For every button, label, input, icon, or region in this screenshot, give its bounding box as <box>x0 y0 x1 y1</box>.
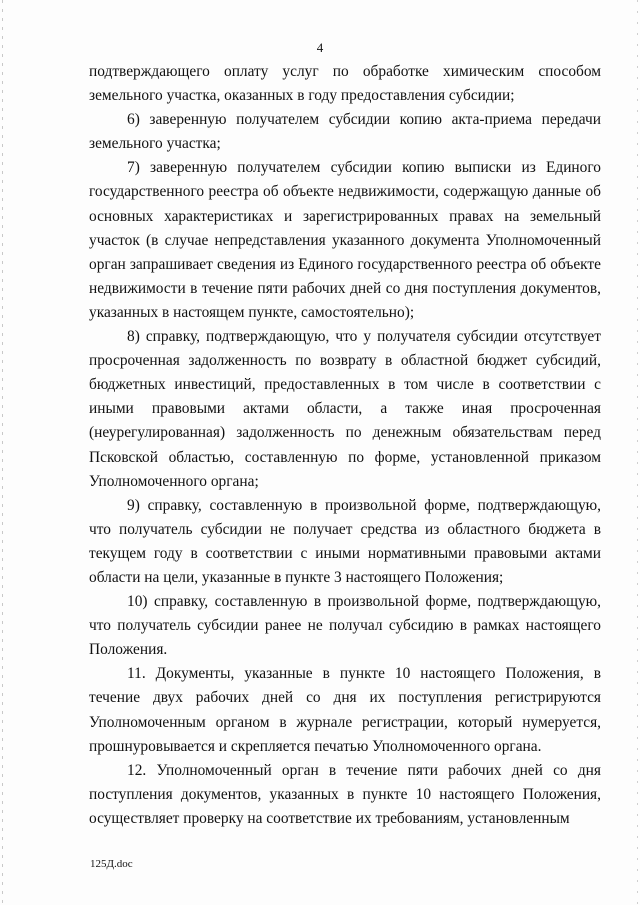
paragraph-item-9: 9) справку, составленную в произвольной форме, подтверждающую, что получатель субсидии не получает средства из областного бюджета в текущем году в соответствии с иными нормативными правовыми актами области на цели, указанные в пункте 3 настоящего Положения; <box>89 496 601 586</box>
paragraph-item-6: 6) заверенную получателем субсидии копию акта-приема передачи земельного участка; <box>89 111 601 153</box>
paragraph-item-7: 7) заверенную получателем субсидии копию выписки из Единого государственного реестра об объекте недвижимости, содержащую данные об основных характеристиках и зарегистрированных правах на земельный участок (в случае непредставления указанного документа Уполномоченный орган запрашивает сведения из Единого государственного реестра об объекте недвижимости в течение пяти рабочих дней со дня поступления документов, указанных в настоящем пункте, самостоятельно); <box>89 159 601 321</box>
scan-edge-left <box>2 0 3 905</box>
paragraph-item-10: 10) справку, составленную в произвольной форме, подтверждающую, что получатель субсидии ранее не получал субсидию в рамках настоящего Положения. <box>89 593 601 659</box>
paragraph-clause-12: 12. Уполномоченный орган в течение пяти рабочих дней со дня поступления документов, указанных в пункте 10 настоящего Положения, осуществляет проверку на соответствие их требованиям, установленным <box>89 761 601 827</box>
page-number: 4 <box>316 40 324 55</box>
file-name-footer: 125Д.doc <box>90 858 133 870</box>
paragraph-clause-11: 11. Документы, указанные в пункте 10 настоящего Положения, в течение двух рабочих дней со дня их поступления регистрируются Уполномоченным органом в журнале регистрации, который нумеруется, прошнуровывается и скрепляется печатью Уполномоченного органа. <box>89 665 601 755</box>
document-body <box>89 60 601 831</box>
paragraph-continuation: подтверждающего оплату услуг по обработке химическим способом земельного участка, оказанных в году предоставления субсидии; <box>89 63 601 105</box>
paragraph-item-8: 8) справку, подтверждающую, что у получателя субсидии отсутствует просроченная задолженность по возврату в областной бюджет субсидий, бюджетных инвестиций, предоставленных в том числе в соответствии с иными правовыми актами области, а также иная просроченная (неурегулированная) задолженность по денежным обязательствам перед Псковской областью, составленную по форме, установленной приказом Уполномоченного органа; <box>89 328 601 490</box>
scan-edge-right <box>637 0 638 905</box>
